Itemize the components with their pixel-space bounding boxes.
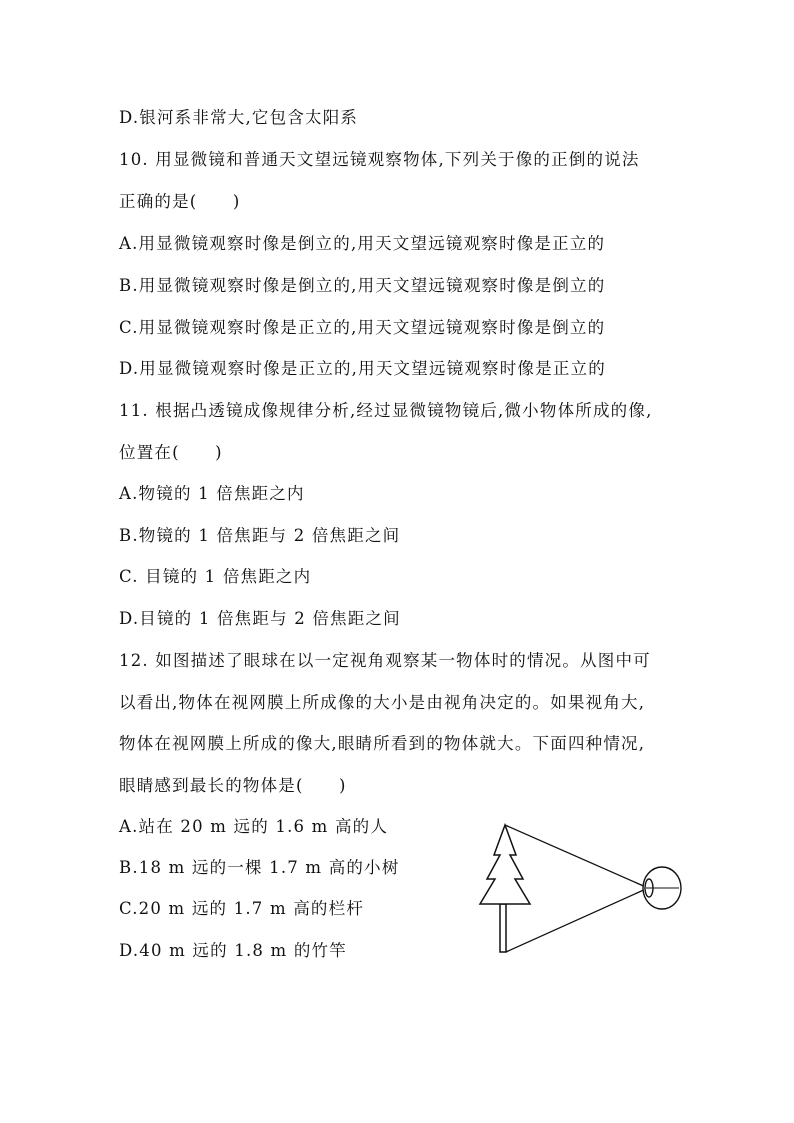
q10-option-d: D.用显微镜观察时像是正立的,用天文望远镜观察时像是正立的 bbox=[119, 359, 606, 378]
q10-option-b: B.用显微镜观察时像是倒立的,用天文望远镜观察时像是倒立的 bbox=[119, 276, 606, 295]
q11-option-d: D.目镜的 1 倍焦距与 2 倍焦距之间 bbox=[119, 609, 401, 628]
q12-stem-cont-2: 物体在视网膜上所成的像大,眼睛所看到的物体就大。下面四种情况, bbox=[119, 734, 646, 753]
q12-option-c: C.20 m 远的 1.7 m 高的栏杆 bbox=[119, 899, 365, 918]
q11-stem-cont: 位置在( ) bbox=[119, 443, 223, 462]
q12-stem-cont-1: 以看出,物体在视网膜上所成像的大小是由视角决定的。如果视角大, bbox=[119, 693, 646, 712]
q12-option-a: A.站在 20 m 远的 1.6 m 高的人 bbox=[119, 817, 389, 836]
q12-option-b: B.18 m 远的一棵 1.7 m 高的小树 bbox=[119, 858, 400, 877]
q9-option-d: D.银河系非常大,它包含太阳系 bbox=[119, 108, 359, 127]
q10-stem-cont: 正确的是( ) bbox=[119, 192, 241, 211]
viewing-angle-lines bbox=[505, 825, 648, 952]
q11-option-b: B.物镜的 1 倍焦距与 2 倍焦距之间 bbox=[119, 526, 401, 545]
q12-stem-cont-3: 眼睛感到最长的物体是( ) bbox=[119, 776, 347, 795]
tree-icon bbox=[480, 825, 530, 952]
eye-icon bbox=[643, 867, 681, 909]
q11-option-c: C. 目镜的 1 倍焦距之内 bbox=[119, 567, 312, 586]
q11-option-a: A.物镜的 1 倍焦距之内 bbox=[119, 484, 305, 503]
q10-option-c: C.用显微镜观察时像是正立的,用天文望远镜观察时像是倒立的 bbox=[119, 318, 606, 337]
q11-stem: 11. 根据凸透镜成像规律分析,经过显微镜物镜后,微小物体所成的像, bbox=[119, 401, 653, 420]
q10-option-a: A.用显微镜观察时像是倒立的,用天文望远镜观察时像是正立的 bbox=[119, 234, 606, 253]
q10-stem: 10. 用显微镜和普通天文望远镜观察物体,下列关于像的正倒的说法 bbox=[119, 150, 640, 169]
q12-stem: 12. 如图描述了眼球在以一定视角观察某一物体时的情况。从图中可 bbox=[119, 651, 651, 670]
eye-viewing-angle-diagram bbox=[470, 815, 690, 960]
q12-option-d: D.40 m 远的 1.8 m 的竹竿 bbox=[119, 941, 347, 960]
